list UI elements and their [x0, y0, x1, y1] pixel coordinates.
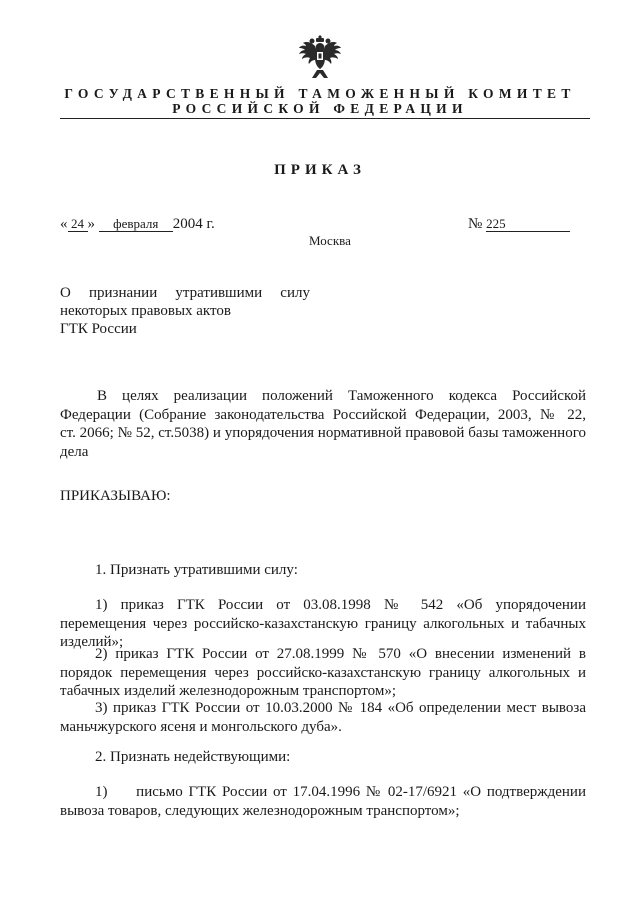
document-title: ПРИКАЗ [274, 162, 366, 178]
subject-line3: ГТК России [60, 321, 137, 337]
section1-item2 [60, 645, 586, 701]
subject-word: признании [88, 285, 158, 301]
item-line: 3) приказ ГТК России от 10.03.2000 № 184 «Об определении мест вывоза [95, 700, 586, 716]
preamble-line: Федерации (Собрание законодательства Российской Федерации, 2003, № 22, [60, 406, 586, 423]
header-rule [60, 118, 590, 119]
subject-line2: некоторых правовых актов [60, 303, 231, 319]
order-date [60, 215, 215, 233]
subject-line1 [60, 284, 310, 302]
date-open-quote: « [60, 216, 68, 232]
subject-word: утратившими [175, 285, 263, 301]
section1-item1 [60, 596, 586, 652]
section1-item3 [60, 699, 586, 736]
item-line: 2) приказ ГТК России от 27.08.1999 № 570 «О внесении изменений в [95, 646, 586, 662]
item-line: порядок перемещения через российско-казахстанскую границу алкогольных и [60, 664, 586, 681]
org-name-line2: РОССИЙСКОЙ ФЕДЕРАЦИИ [172, 101, 468, 116]
preamble-line: В целях реализации положений Таможенного кодекса Российской [97, 388, 586, 404]
item-line: 1) приказ ГТК России от 03.08.1998 № 542 «Об упорядочении [95, 597, 586, 613]
section2-heading: 2. Признать недействующими: [95, 749, 291, 765]
coat-of-arms-emblem [297, 32, 343, 82]
item-line: вывоза товаров, следующих железнодорожным транспортом»; [60, 802, 460, 819]
preamble-line: дела [60, 443, 89, 460]
item-line: маньчжурского ясеня и монгольского дуба». [60, 718, 342, 735]
number-sign: № [468, 216, 483, 232]
section2-item1 [60, 783, 586, 820]
preamble-paragraph [60, 387, 586, 461]
org-name-line1: ГОСУДАРСТВЕННЫЙ ТАМОЖЕННЫЙ КОМИТЕТ [64, 86, 576, 101]
number-value: 225 [486, 217, 570, 232]
section1-heading: 1. Признать утратившими силу: [95, 562, 298, 578]
subject-word: силу [280, 285, 310, 301]
item-line: табачных изделий железнодорожным транспортом»; [60, 683, 397, 699]
date-close-quote: » [87, 216, 95, 232]
city: Москва [309, 233, 351, 248]
order-number [468, 215, 570, 233]
order-word: ПРИКАЗЫВАЮ: [60, 488, 171, 504]
item-line: перемещения через российско-казахстанскую границу алкогольных и табачных [60, 615, 586, 632]
date-day: 24 [68, 217, 88, 232]
item-line: 1) письмо ГТК России от 17.04.1996 № 02-17/6921 «О подтверждении [95, 784, 586, 800]
item-line: изделий»; [60, 634, 124, 650]
date-year: 2004 г. [172, 216, 215, 232]
date-month: февраля [99, 217, 173, 232]
preamble-line: ст. 2066; № 52, ст.5038) и упорядочения нормативной правовой базы таможенного [60, 425, 586, 441]
subject-word: О [60, 285, 71, 301]
